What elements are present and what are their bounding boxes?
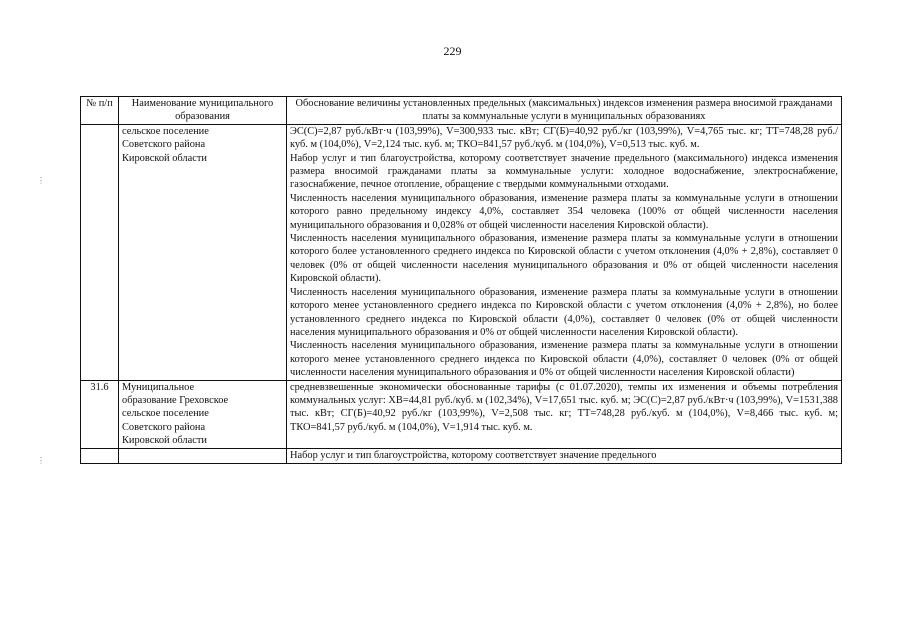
row-number [81,124,119,380]
page-number: 229 [443,44,462,58]
municipality-name-line: Муниципальное [122,381,195,393]
justification-paragraph: средневзвешенные экономически обоснованные тарифы (с 01.07.2020), темпы их изменения и объемы потребления коммунальных услуг: ХВ=44,81 руб./куб. м (102,34%), V=17,651 тыс. куб. м; ЭС(С)=2,87 руб./кВт·ч (103,99%), V=1531,388 тыс. кВт; СГ(Б)=40,92 руб./кг (103,99%), V=2,508 тыс. кг; ТТ=748,28 руб./куб. м (104,0%), V=8,466 тыс. куб. м; ТКО=841,57 руб./куб. м (104,0%), V=1,914 тыс. куб. м. [290,381,838,433]
justification-paragraph: Численность населения муниципального образования, изменение размера платы за коммунальные услуги в отношении которого менее установленного среднего индекса по Кировской области с учетом отклонения (4,0% + 2,8%), но более установленного среднего индекса по Кировской области (4,0%), составляет 0 человек (0% от общей численности населения муниципального образования и 0% от общей численности населения Кировской области). [290,286,838,338]
municipality-name-line: сельское поселение [122,125,209,137]
table-header-row [81,97,842,125]
table-row [81,380,842,448]
table-body [81,124,842,463]
header-num: № п/п [81,97,119,125]
tariff-table [80,96,842,464]
municipality-name [119,124,287,380]
municipality-name-line: Советского района [122,139,206,151]
margin-mark: ⋮ [37,176,45,185]
margin-mark: ⋮ [37,456,45,465]
municipality-name-line: Кировской области [122,152,207,164]
table-row [81,448,842,463]
row-number [81,448,119,463]
municipality-name [119,380,287,448]
municipality-name [119,448,287,463]
justification-paragraph: ЭС(С)=2,87 руб./кВт·ч (103,99%), V=300,933 тыс. кВт; СГ(Б)=40,92 руб./кг (103,99%), V=4,765 тыс. кг; ТТ=748,28 руб./куб. м (104,0%), V=2,124 тыс. куб. м; ТКО=841,57 руб./куб. м (104,0%), V=0,513 тыс. куб. м. [290,125,838,151]
row-number: 31.6 [81,380,119,448]
justification-paragraph: Набор услуг и тип благоустройства, которому соответствует значение предельного [290,449,657,461]
municipality-name-line: Советского района [122,421,206,433]
justification-paragraph: Численность населения муниципального образования, изменение размера платы за коммунальные услуги в отношении которого менее установленного среднего индекса по Кировской области (4,0%), составляет 0 человек (0% от общей численности населения муниципального образования и 0% от общей численности населения Кировской области) [290,340,838,379]
justification-paragraph: Набор услуг и тип благоустройства, которому соответствует значение предельного (максимального) индекса изменения размера вносимой гражданами платы за коммунальные услуги: холодное водоснабжение, электроснабжение, газоснабжение, печное отопление, обращение с твердыми коммунальными отходами. [290,152,838,191]
justification-paragraph: Численность населения муниципального образования, изменение размера платы за коммунальные услуги в отношении которого более установленного среднего индекса по Кировской области с учетом отклонения (4,0% + 2,8%), составляет 0 человек (0% от общей численности населения муниципального образования и 0% от общей численности населения Кировской области). [290,233,838,285]
justification-paragraph: Численность населения муниципального образования, изменение размера платы за коммунальные услуги в отношении которого равно предельному индексу 4,0%, составляет 354 человека (100% от общей численности населения муниципального образования и 0,028% от общей численности населения Кировской области). [290,192,838,231]
justification-cell [287,124,842,380]
table-row [81,124,842,380]
justification-cell [287,380,842,448]
header-name: Наименование муниципального образования [119,97,287,125]
municipality-name-line: образование Греховское [122,394,229,406]
justification-cell [287,448,842,463]
municipality-name-line: сельское поселение [122,408,209,420]
municipality-name-line: Кировской области [122,435,207,447]
header-desc: Обоснование величины установленных предельных (максимальных) индексов изменения размера вносимой гражданами платы за коммунальные услуги в муниципальных образованиях [287,97,842,125]
